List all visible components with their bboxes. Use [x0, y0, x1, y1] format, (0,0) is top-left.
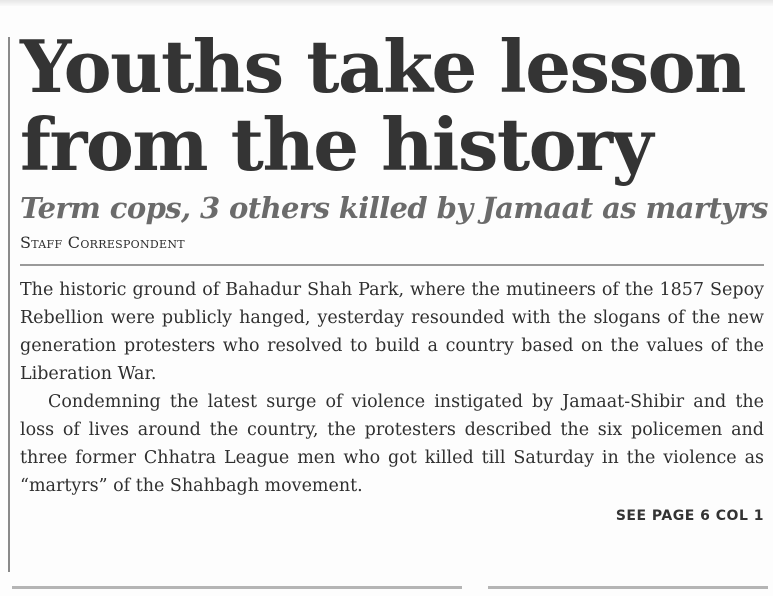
- bottom-rule-left: [12, 586, 462, 589]
- top-border: [0, 0, 773, 6]
- headline: [20, 24, 768, 187]
- news-article: [20, 24, 768, 524]
- headline-line-1: Youths take lesson: [20, 24, 745, 109]
- bottom-rule-right: [488, 586, 768, 589]
- subheadline: Term cops, 3 others killed by Jamaat as martyrs: [20, 191, 768, 225]
- continued-on-page: SEE PAGE 6 COL 1: [615, 508, 764, 524]
- paragraph-2: Condemning the latest surge of violence instigated by Jamaat-Shibir and the loss of lives around the country, the protesters described the six policemen and three former Chhatra League men who got killed till Saturday in the violence as “martyrs” of the Shahbagh movement.: [20, 392, 764, 496]
- article-body: [20, 276, 764, 500]
- byline-divider: [20, 264, 764, 266]
- column-rule: [8, 37, 10, 572]
- headline-line-2: from the history: [20, 102, 652, 187]
- paragraph-1: The historic ground of Bahadur Shah Park, where the mutineers of the 1857 Sepoy Rebellion were publicly hanged, yesterday resounded with the slogans of the new generation protesters who resolved to build a country based on the values of the Liberation War.: [20, 280, 764, 384]
- byline: Staff Correspondent: [20, 233, 185, 252]
